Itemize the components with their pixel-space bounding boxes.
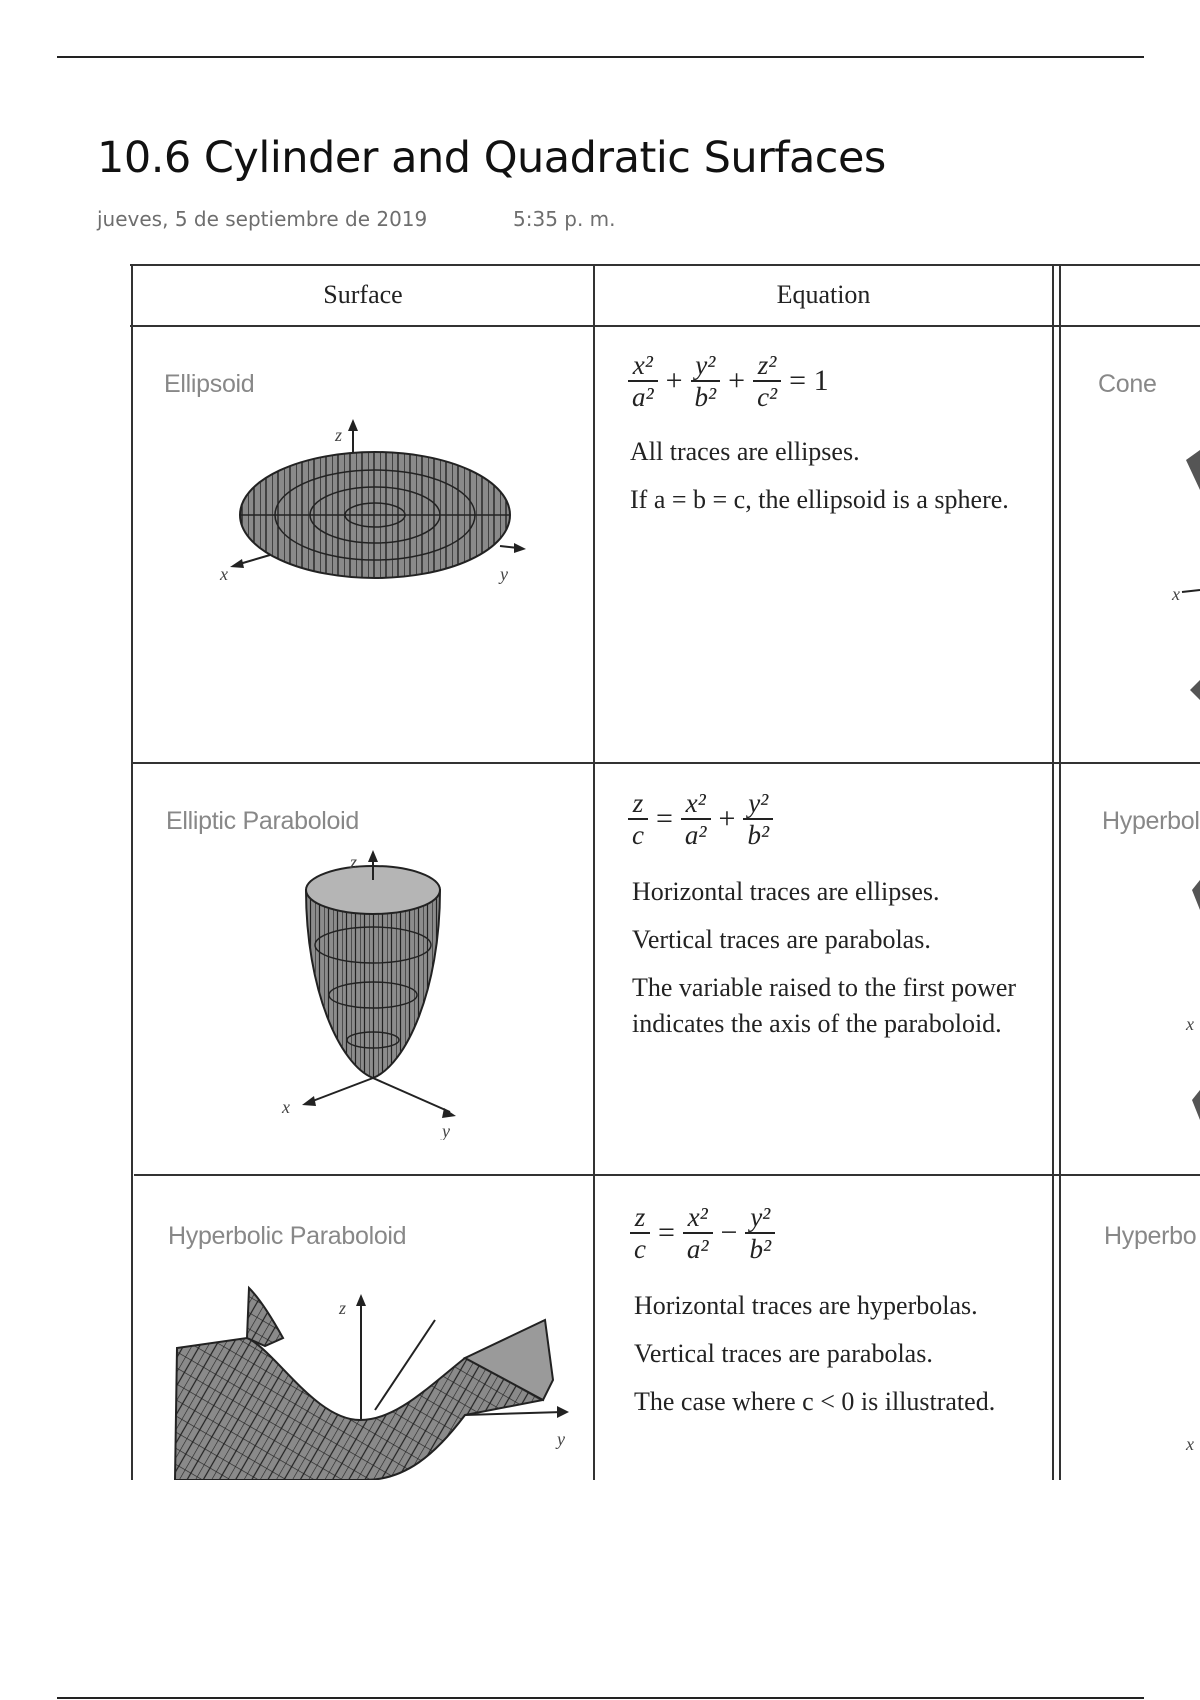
svg-text:y: y (557, 1429, 565, 1449)
double-divider-b (1059, 264, 1061, 1480)
row-divider-1 (132, 762, 1200, 764)
description-ellipsoid (630, 434, 1030, 530)
svg-text:x: x (220, 564, 228, 584)
row-divider-2 (134, 1174, 1200, 1176)
surface-label-hyperboloid-partial: Hyperbol (1102, 807, 1200, 835)
trace-note: The variable raised to the first power indicates the axis of the paraboloid. (632, 973, 1017, 1038)
svg-text:z: z (350, 852, 358, 872)
table-left-border (131, 264, 133, 1480)
note-time: 5:35 p. m. (513, 207, 616, 231)
double-divider-a (1052, 264, 1054, 1480)
surface-label-elliptic-paraboloid: Elliptic Paraboloid (166, 807, 360, 835)
surface-label-hyperboloid-partial-2: Hyperbo (1104, 1222, 1197, 1250)
svg-text:z: z (339, 1298, 347, 1318)
equation-hyperbolic-paraboloid: $\frac{z}{c}$ = $\frac{\text{x²}}{\text{a²}}$ − $\frac{\text{y²}}{\text{b²}}$ (628, 1202, 777, 1264)
svg-text:y: y (500, 564, 508, 584)
trace-note: If a = b = c, the ellipsoid is a sphere. (630, 485, 1009, 514)
surface-label-hyperbolic-paraboloid: Hyperbolic Paraboloid (168, 1222, 407, 1250)
svg-text:x: x (1186, 1014, 1194, 1034)
trace-note: Vertical traces are parabolas. (634, 1339, 933, 1368)
bottom-rule (57, 1697, 1144, 1699)
trace-note: Horizontal traces are ellipses. (632, 877, 940, 906)
page-title: 10.6 Cylinder and Quadratic Surfaces (97, 133, 886, 183)
elliptic-paraboloid-figure (270, 850, 470, 1140)
description-elliptic-paraboloid (632, 874, 1042, 1054)
description-hyperbolic-paraboloid (634, 1288, 1044, 1432)
svg-text:z: z (335, 425, 343, 445)
svg-text:x: x (282, 1097, 290, 1117)
ellipsoid-figure (200, 415, 530, 595)
header-surface: Surface (323, 280, 403, 309)
trace-note: Vertical traces are parabolas. (632, 925, 931, 954)
surface-label-cone-partial: Cone (1098, 370, 1157, 398)
svg-text:y: y (442, 1121, 450, 1140)
note-date: jueves, 5 de septiembre de 2019 (97, 207, 428, 231)
hyperbolic-paraboloid-figure (165, 1280, 585, 1480)
equation-ellipsoid: $\frac{\text{x²}}{\text{a²}}$ + $\frac{\text{y²}}{\text{b²}}$ + $\frac{\text{z²}}{\text{c²}}$ = 1 (626, 350, 835, 412)
header-bottom-border (130, 325, 1200, 327)
equation-elliptic-paraboloid: $\frac{z}{c}$ = $\frac{\text{x²}}{\text{a²}}$ + $\frac{\text{y²}}{\text{b²}}$ (626, 788, 775, 850)
column-divider (593, 264, 595, 1480)
table-top-border (130, 264, 1200, 266)
trace-note: Horizontal traces are hyperbolas. (634, 1291, 978, 1320)
surface-label-ellipsoid: Ellipsoid (164, 370, 255, 398)
svg-text:x: x (1186, 1434, 1194, 1454)
trace-note: All traces are ellipses. (630, 437, 860, 466)
trace-note: The case where c < 0 is illustrated. (634, 1387, 996, 1416)
svg-text:x: x (1172, 584, 1180, 604)
partial-figures-edge (1150, 450, 1200, 1480)
header-equation: Equation (776, 280, 871, 309)
